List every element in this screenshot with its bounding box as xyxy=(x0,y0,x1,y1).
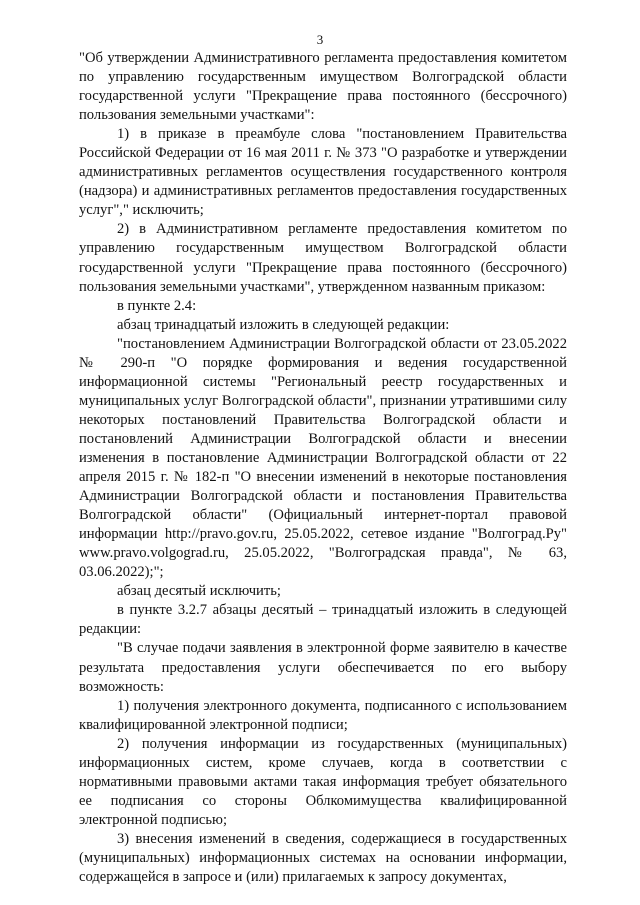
paragraph: 2) в Административном регламенте предоставления комитетом по управлению государственным имуществом Волгоградской области государственной услуги "Прекращение права постоянного (бессрочного) пользования земельными участками", утвержденном названным приказом: xyxy=(79,221,567,295)
paragraph: абзац десятый исключить; xyxy=(117,583,281,600)
paragraph: "В случае подачи заявления в электронной форме заявителю в качестве результата предоставления услуги обеспечивается по его выбору возможность: xyxy=(79,640,567,695)
paragraph: абзац тринадцатый изложить в следующей редакции: xyxy=(117,316,450,333)
paragraph: 1) получения электронного документа, подписанного с использованием квалифицированной электронной подписи; xyxy=(79,697,567,733)
paragraph: в пункте 2.4: xyxy=(117,297,197,314)
paragraph: в пункте 3.2.7 абзацы десятый – тринадцатый изложить в следующей редакции: xyxy=(79,602,567,638)
paragraph: "Об утверждении Административного регламента предоставления комитетом по управлению государственным имуществом Волгоградской области государственной услуги "Прекращение права постоянного (бессрочного) пользования земельными участками": xyxy=(79,50,567,124)
paragraph: 1) в приказе в преамбуле слова "постановлением Правительства Российской Федерации от 16 мая 2011 г. № 373 "О разработке и утверждении административных регламентов осуществления государственного контроля (надзора) и административных регламентов предоставления государственных услуг"," исключить; xyxy=(79,126,567,219)
page-number: 3 xyxy=(316,32,324,47)
paragraph: 2) получения информации из государственных (муниципальных) информационных систем, кроме случаев, когда в соответствии с нормативными правовыми актами такая информация требует обязательного ее подписания со стороны Облкомимущества квалифицированной электронной подписью; xyxy=(79,735,567,828)
paragraph: "постановлением Администрации Волгоградской области от 23.05.2022 № 290-п "О порядке формирования и ведения государственной информационной системы "Региональный реестр государственных и муниципальных услуг Волгоградской области", признании утратившими силу некоторых постановлений Правительства Волгоградской области и постановлений Администрации Волгоградской области и внесении изменения в постановление Администрации Волгоградской области от 22 апреля 2015 г. № 182-п "О внесении изменений в некоторые постановления Администрации Волгоградской области и постановления Правительства Волгоградской области" (Официальный интернет-портал правовой информации http://pravo.gov.ru, 25.05.2022, сетевое издание "Волгоград.Ру" www.pravo.volgograd.ru, 25.05.2022, "Волгоградская правда", № 63, 03.06.2022);"; xyxy=(79,335,567,581)
document-body xyxy=(79,49,567,887)
paragraph: 3) внесения изменений в сведения, содержащиеся в государственных (муниципальных) информационных системах на основании информации, содержащейся в запросе и (или) прилагаемых к запросу документах, xyxy=(79,830,567,886)
